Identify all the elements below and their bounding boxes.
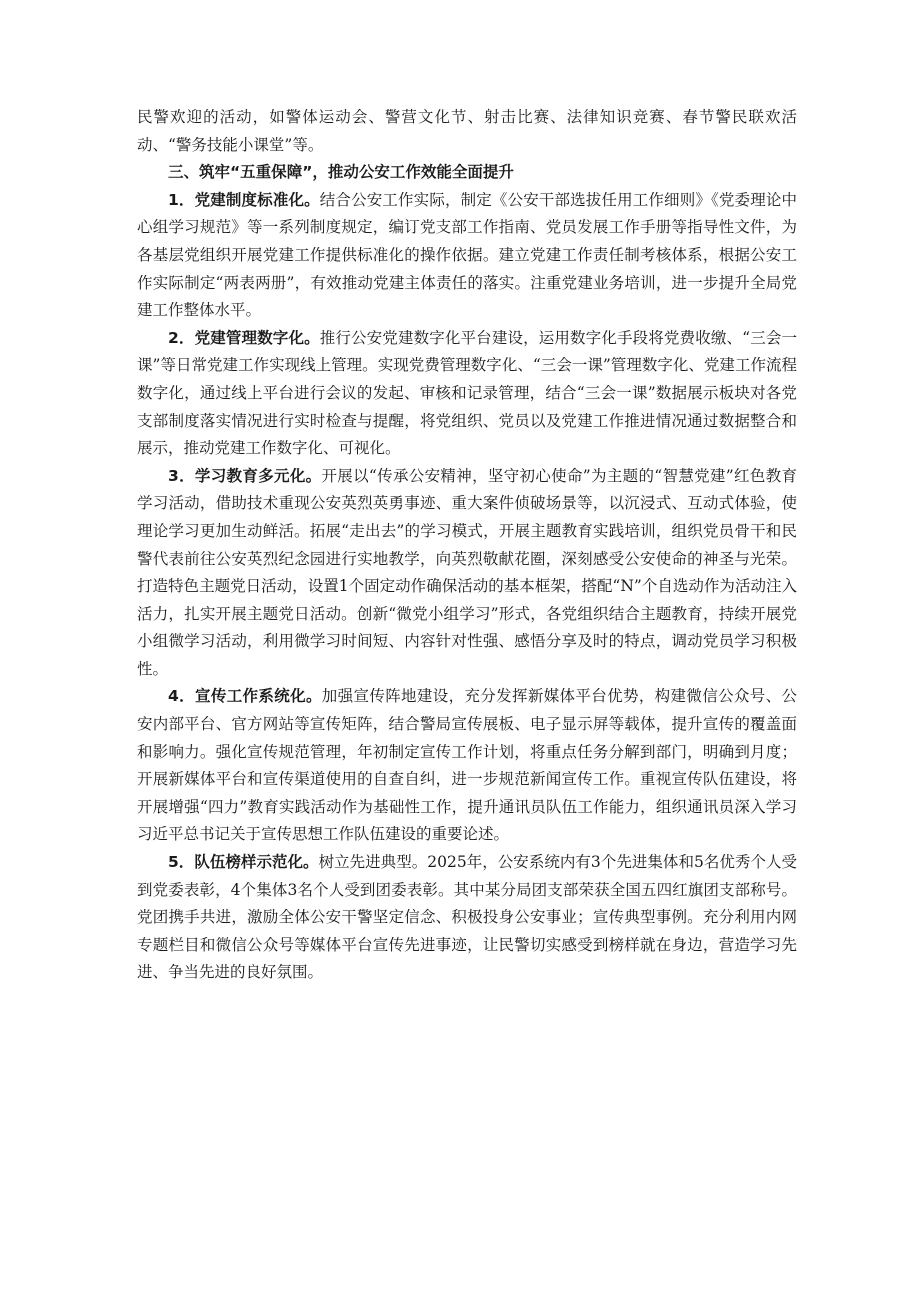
item-lead-2: 2．党建管理数字化。 [168,328,320,347]
item-body-2: 推行公安党建数字化平台建设，运用数字化手段将党费收缴、“三会一课”等日常党建工作实现线上管理。实现党费管理数字化、“三会一课”管理数字化、党建工作流程数字化，通过线上平台进行会议的发起、审核和记录管理，结合“三会一课”数据展示板块对各党支部制度落实情况进行实时检查与提醒，将党组织、党员以及党建工作推进情况通过数据整合和展示，推动党建工作数字化、可视化。 [137,328,797,458]
item-lead-4: 4．宣传工作系统化。 [168,687,322,706]
item-lead-1: 1．党建制度标准化。 [168,190,320,209]
item-paragraph-1 [137,187,797,325]
intro-continuation-paragraph: 民警欢迎的活动，如警体运动会、警营文化节、射击比赛、法律知识竞赛、春节警民联欢活动、“警务技能小课堂”等。 [137,108,797,154]
item-lead-5: 5．队伍榜样示范化。 [168,853,319,872]
section-heading: 三、筑牢“五重保障”，推动公安工作效能全面提升 [168,163,514,182]
item-lead-3: 3．学习教育多元化。 [168,466,322,485]
item-body-3: 开展以“传承公安精神，坚守初心使命”为主题的“智慧党建”红色教育学习活动，借助技术重现公安英烈英勇事迹、重大案件侦破场景等，以沉浸式、互动式体验，使理论学习更加生动鲜活。拓展“走出去”的学习模式，开展主题教育实践培训，组织党员骨干和民警代表前往公安英烈纪念园进行实地教学，向英烈敬献花圈，深刻感受公安使命的神圣与光荣。打造特色主题党日活动，设置1个固定动作确保活动的基本框架，搭配“N”个自选动作为活动注入活力，扎实开展主题党日活动。创新“微党小组学习”形式，各党组织结合主题教育，持续开展党小组微学习活动，利用微学习时间短、内容针对性强、感悟分享及时的特点，调动党员学习积极性。 [137,466,797,678]
item-paragraph-5 [137,849,797,987]
item-body-5: 树立先进典型。2025年，公安系统内有3个先进集体和5名优秀个人受到党委表彰，4个集体3名个人受到团委表彰。其中某分局团支部荣获全国五四红旗团支部称号。党团携手共进，激励全体公安干警坚定信念、积极投身公安事业；宣传典型事例。充分利用内网专题栏目和微信公众号等媒体平台宣传先进事迹，让民警切实感受到榜样就在身边，营造学习先进、争当先进的良好氛围。 [137,853,798,982]
item-paragraph-4 [137,683,797,849]
item-paragraph-3 [137,463,797,684]
item-paragraph-2 [137,325,797,463]
document-page [137,104,797,987]
item-body-1: 结合公安工作实际，制定《公安干部选拔任用工作细则》《党委理论中心组学习规范》等一系列制度规定，编订党支部工作指南、党员发展工作手册等指导性文件，为各基层党组织开展党建工作提供标准化的操作依据。建立党建工作责任制考核体系，根据公安工作实际制定“两表两册”，有效推动党建主体责任的落实。注重党建业务培训，进一步提升全局党建工作整体水平。 [137,190,797,320]
item-body-4: 加强宣传阵地建设，充分发挥新媒体平台优势，构建微信公众号、公安内部平台、官方网站等宣传矩阵，结合警局宣传展板、电子显示屏等载体，提升宣传的覆盖面和影响力。强化宣传规范管理，年初制定宣传工作计划，将重点任务分解到部门，明确到月度；开展新媒体平台和宣传渠道使用的自查自纠，进一步规范新闻宣传工作。重视宣传队伍建设，将开展增强“四力”教育实践活动作为基础性工作，提升通讯员队伍工作能力，组织通讯员深入学习习近平总书记关于宣传思想工作队伍建设的重要论述。 [137,687,797,844]
